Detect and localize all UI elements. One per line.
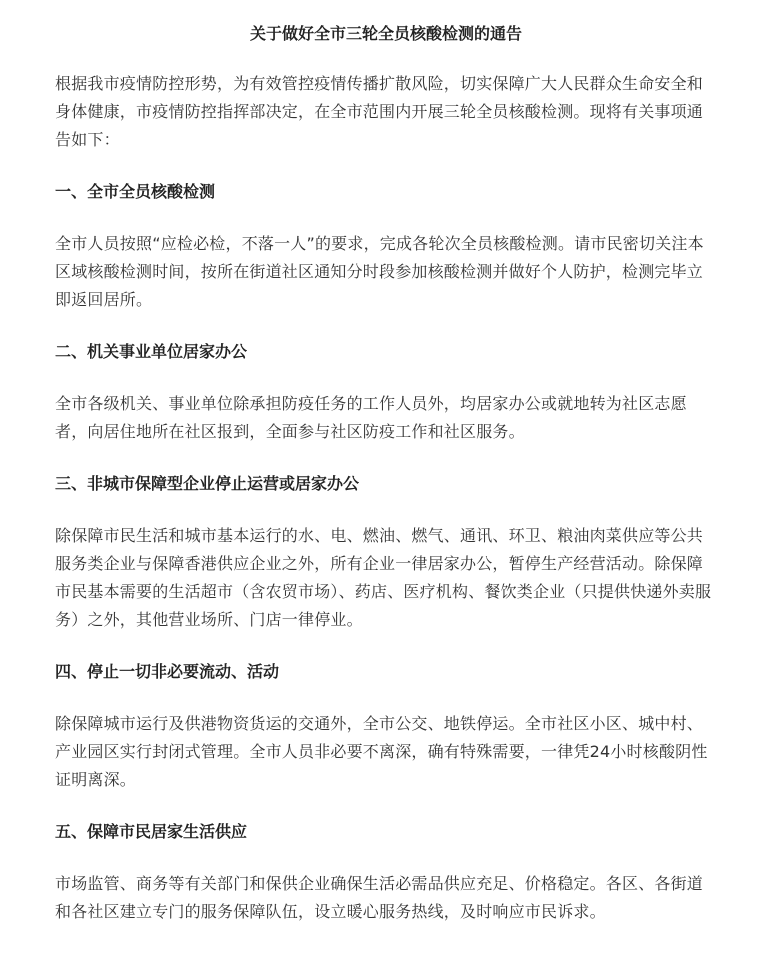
section-body: 全市各级机关、事业单位除承担防疫任务的工作人员外，均居家办公或就地转为社区志愿者，向居住地所在社区报到，全面参与社区防疫工作和社区服务。 — [55, 394, 687, 441]
section-2 — [55, 338, 717, 446]
section-1 — [55, 178, 717, 314]
notice-intro: 根据我市疫情防控形势，为有效管控疫情传播扩散风险，切实保障广大人民群众生命安全和身体健康，市疫情防控指挥部决定，在全市范围内开展三轮全员核酸检测。现将有关事项通告如下： — [55, 74, 704, 149]
notice-title: 关于做好全市三轮全员核酸检测的通告 — [249, 24, 522, 43]
section-heading: 四、停止一切非必要流动、活动 — [55, 662, 280, 681]
section-heading: 三、非城市保障型企业停止运营或居家办公 — [55, 474, 360, 493]
section-heading: 五、保障市民居家生活供应 — [55, 822, 248, 841]
section-body: 除保障市民生活和城市基本运行的水、电、燃油、燃气、通讯、环卫、粮油肉菜供应等公共服务类企业与保障香港供应企业之外，所有企业一律居家办公，暂停生产经营活动。除保障市民基本需要的生活超市（含农贸市场）、药店、医疗机构、餐饮类企业（只提供快递外卖服务）之外，其他营业场所、门店一律停业。 — [55, 526, 712, 629]
section-body: 全市人员按照“应检必检，不落一人”的要求，完成各轮次全员核酸检测。请市民密切关注本区域核酸检测时间，按所在街道社区通知分时段参加核酸检测并做好个人防护，检测完毕立即返回居所。 — [55, 234, 704, 309]
section-3 — [55, 470, 717, 634]
section-heading: 一、全市全员核酸检测 — [55, 182, 216, 201]
section-heading: 二、机关事业单位居家办公 — [55, 342, 248, 361]
section-5 — [55, 818, 717, 926]
section-body: 市场监管、商务等有关部门和保供企业确保生活必需品供应充足、价格稳定。各区、各街道和各社区建立专门的服务保障队伍，设立暖心服务热线，及时响应市民诉求。 — [55, 874, 704, 921]
section-4 — [55, 658, 717, 794]
section-body: 除保障城市运行及供港物资货运的交通外，全市公交、地铁停运。全市社区小区、城中村、产业园区实行封闭式管理。全市人员非必要不离深，确有特殊需要，一律凭24小时核酸阴性证明离深。 — [55, 714, 708, 789]
